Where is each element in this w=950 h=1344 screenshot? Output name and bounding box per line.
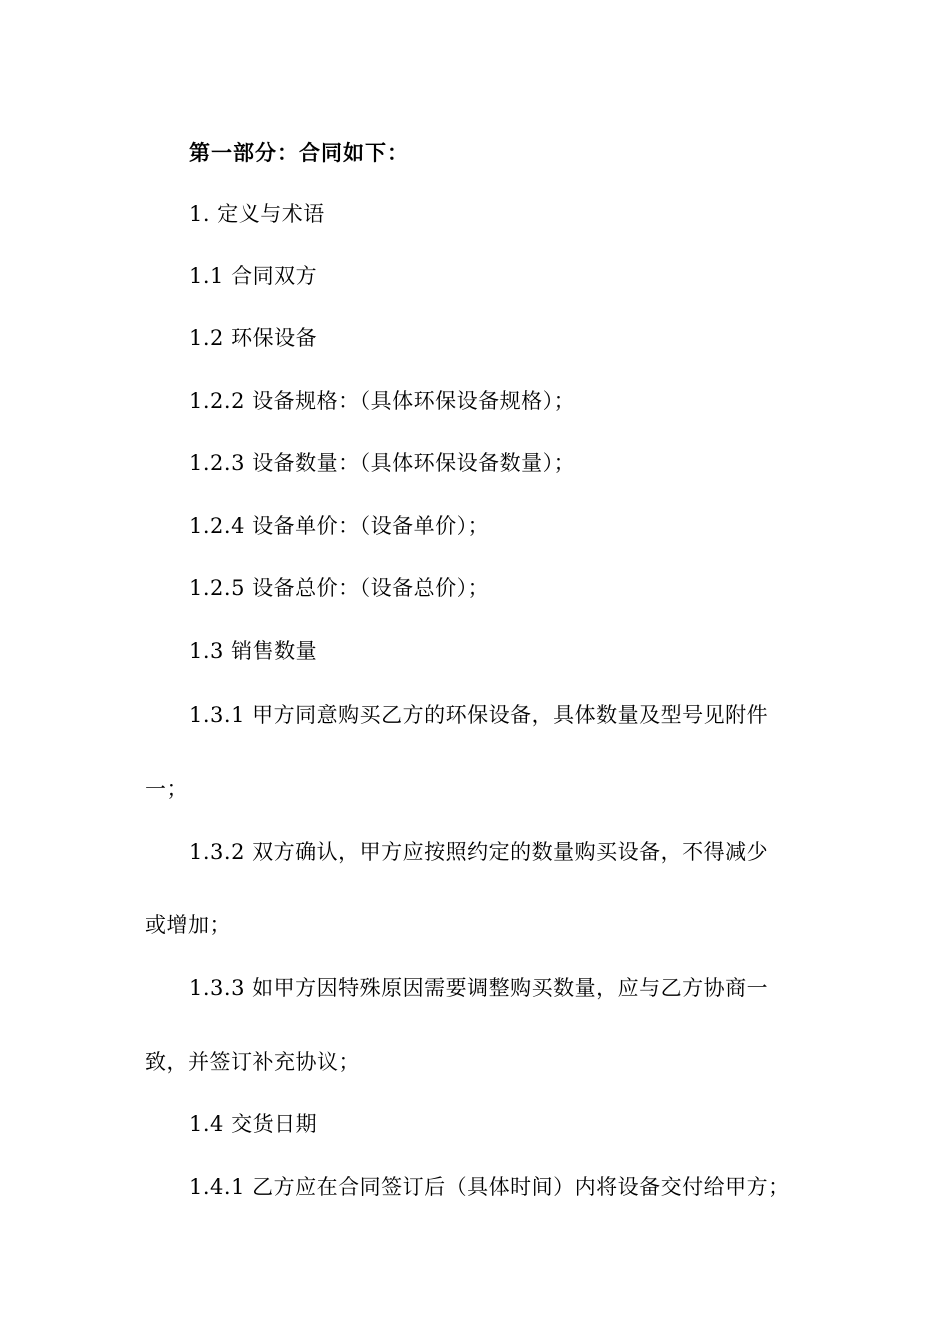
clause-1-2-2: 1.2.2 设备规格：（具体环保设备规格）； xyxy=(189,389,576,413)
clause-1-2-5: 1.2.5 设备总价：（设备总价）； xyxy=(189,576,490,600)
clause-1-3-3-line-1: 1.3.3 如甲方因特殊原因需要调整购买数量，应与乙方协商一 xyxy=(189,976,769,1000)
clause-1-3-2-line-2: 或增加； xyxy=(145,913,231,937)
clause-1-3-1-line-1: 1.3.1 甲方同意购买乙方的环保设备，具体数量及型号见附件 xyxy=(189,703,769,727)
clause-1-2-3: 1.2.3 设备数量：（具体环保设备数量）； xyxy=(189,451,576,475)
clause-1: 1. 定义与术语 xyxy=(189,202,325,226)
clause-1-3-3-line-2: 致，并签订补充协议； xyxy=(145,1050,360,1074)
clause-1-4: 1.4 交货日期 xyxy=(189,1112,318,1136)
clause-1-1: 1.1 合同双方 xyxy=(189,264,318,288)
clause-1-3: 1.3 销售数量 xyxy=(189,639,318,663)
clause-1-3-2-line-1: 1.3.2 双方确认，甲方应按照约定的数量购买设备，不得减少 xyxy=(189,840,769,864)
clause-1-4-1: 1.4.1 乙方应在合同签订后（具体时间）内将设备交付给甲方； xyxy=(189,1175,790,1199)
clause-1-2-4: 1.2.4 设备单价：（设备单价）； xyxy=(189,514,490,538)
clause-1-3-1-line-2: 一； xyxy=(145,777,188,801)
clause-1-2: 1.2 环保设备 xyxy=(189,326,318,350)
section-heading: 第一部分：合同如下： xyxy=(189,141,409,165)
